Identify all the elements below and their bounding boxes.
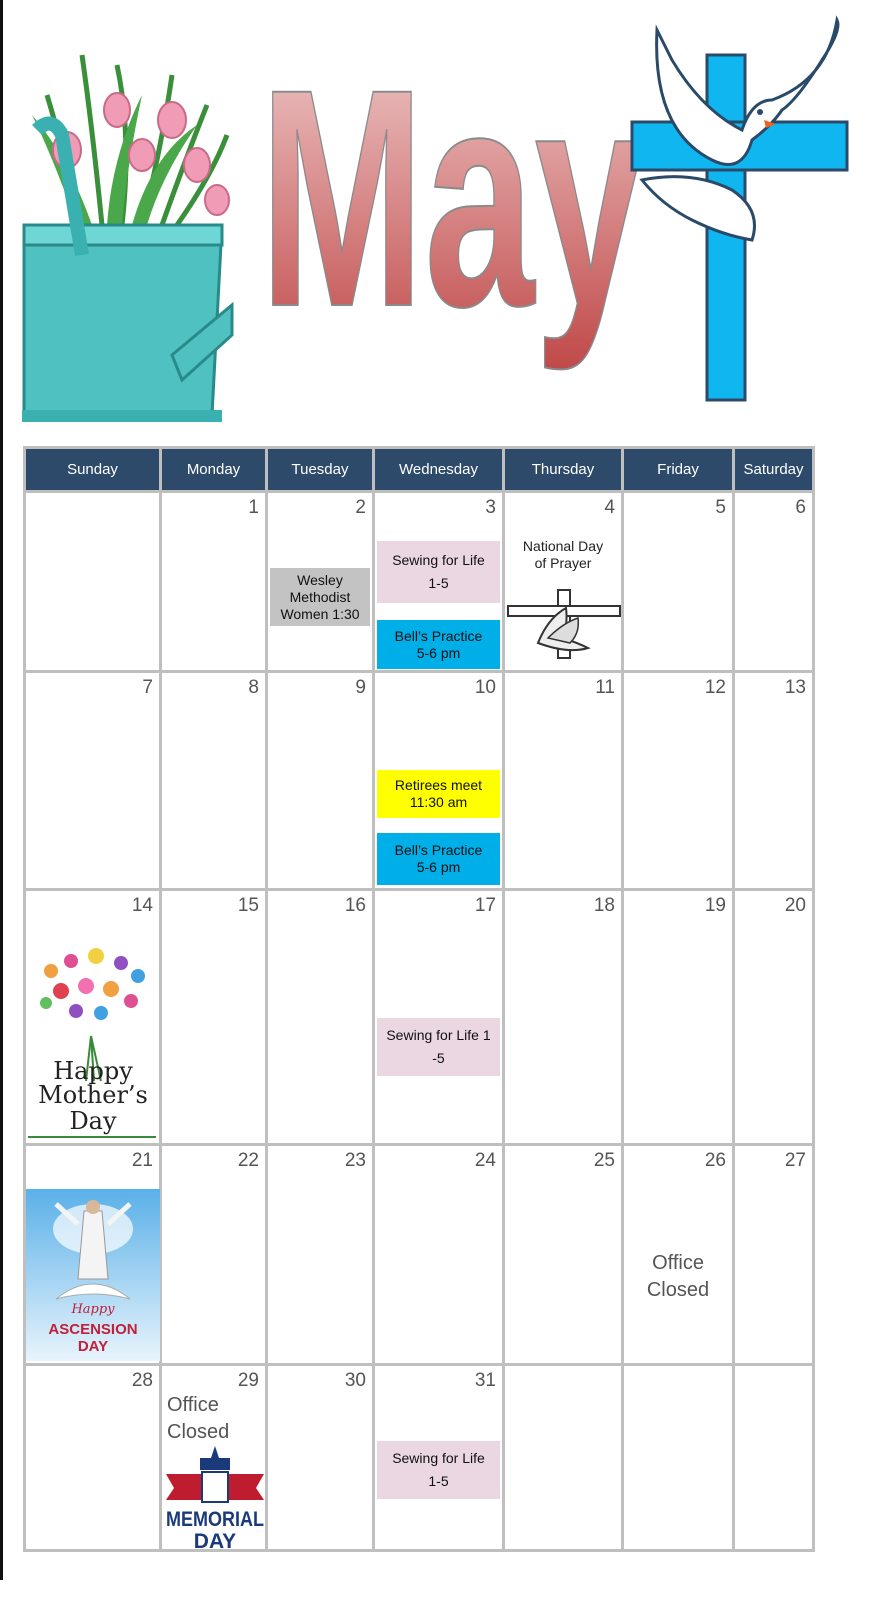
watering-can-tulips-icon	[22, 35, 232, 425]
day-number: 6	[795, 497, 806, 518]
day-cell-27[interactable]	[734, 1145, 814, 1365]
day-number: 17	[474, 895, 496, 916]
day-number: 23	[344, 1150, 366, 1171]
day-cell-16[interactable]	[267, 890, 374, 1145]
mothers-day-day: Day	[69, 1107, 117, 1135]
day-cell-28[interactable]	[25, 1365, 161, 1551]
day-cell-17[interactable]	[374, 890, 504, 1145]
day-cell-1[interactable]	[161, 492, 267, 672]
weekday-tuesday: Tuesday	[267, 448, 374, 492]
day-cell-8[interactable]	[161, 672, 267, 890]
event-line: Bell’s Practice	[394, 842, 483, 858]
day-cell-9[interactable]	[267, 672, 374, 890]
event-line: 1-5	[428, 1473, 449, 1489]
day-cell-empty	[734, 1365, 814, 1551]
ascension-icon	[26, 1189, 160, 1361]
event-line: Retirees meet	[394, 777, 483, 793]
calendar-grid	[23, 446, 815, 1552]
day-number: 14	[131, 895, 153, 916]
flower-bouquet-icon	[26, 941, 160, 1141]
day-cell-4[interactable]	[504, 492, 623, 672]
weekday-friday: Friday	[623, 448, 734, 492]
event-line: Bell’s Practice	[394, 627, 483, 644]
day-cell-13[interactable]	[734, 672, 814, 890]
event-office-closed[interactable]	[624, 1250, 732, 1304]
day-cell-22[interactable]	[161, 1145, 267, 1365]
day-cell-15[interactable]	[161, 890, 267, 1145]
weekday-monday: Monday	[161, 448, 267, 492]
day-number: 7	[142, 677, 153, 698]
day-number: 10	[474, 677, 496, 698]
week-row	[25, 890, 814, 1145]
day-number: 11	[595, 677, 615, 698]
day-number: 29	[237, 1370, 259, 1391]
event-line: Wesley	[297, 571, 343, 588]
mothers-day-mothers: Mother’s	[38, 1081, 148, 1109]
day-cell-3[interactable]	[374, 492, 504, 672]
event-line: Closed	[167, 1421, 230, 1443]
day-cell-18[interactable]	[504, 890, 623, 1145]
event-line: Women 1:30	[280, 605, 360, 622]
day-number: 13	[784, 677, 806, 698]
event-national-day-of-prayer[interactable]	[507, 537, 619, 573]
event-line: Office	[652, 1252, 704, 1274]
ascension-title: ASCENSION	[48, 1321, 138, 1338]
day-cell-24[interactable]	[374, 1145, 504, 1365]
day-cell-21[interactable]	[25, 1145, 161, 1365]
day-cell-5[interactable]	[623, 492, 734, 672]
day-cell-19[interactable]	[623, 890, 734, 1145]
day-number: 27	[784, 1150, 806, 1171]
day-cell-6[interactable]	[734, 492, 814, 672]
event-line: Methodist	[289, 588, 351, 605]
event-line: Sewing for Life	[392, 552, 485, 568]
day-number: 5	[715, 497, 726, 518]
event-line: 1-5	[428, 575, 449, 591]
day-number: 9	[355, 677, 366, 698]
memorial-title: MEMORIAL	[166, 1508, 265, 1531]
praying-hands-icon	[508, 588, 620, 660]
day-cell-31[interactable]	[374, 1365, 504, 1551]
day-cell-26[interactable]	[623, 1145, 734, 1365]
day-number: 20	[784, 895, 806, 916]
week-row	[25, 492, 814, 672]
weekday-wednesday: Wednesday	[374, 448, 504, 492]
week-row	[25, 672, 814, 890]
day-cell-14[interactable]	[25, 890, 161, 1145]
memorial-day-icon	[164, 1444, 266, 1553]
day-number: 28	[131, 1370, 153, 1391]
week-row	[25, 1145, 814, 1365]
day-cell-10[interactable]	[374, 672, 504, 890]
event-bells-practice[interactable]	[377, 620, 500, 669]
day-number: 19	[704, 895, 726, 916]
event-line: 11:30 am	[409, 794, 468, 810]
event-line: Office	[167, 1394, 219, 1416]
event-line: of Prayer	[534, 555, 592, 571]
day-cell-20[interactable]	[734, 890, 814, 1145]
month-title-graphic	[252, 20, 863, 420]
left-border-line	[0, 0, 3, 1580]
day-number: 25	[593, 1150, 615, 1171]
day-number: 1	[248, 497, 259, 518]
day-number: 21	[131, 1150, 153, 1171]
day-number: 2	[355, 497, 366, 518]
event-retirees-meet[interactable]	[377, 770, 500, 818]
day-cell-2[interactable]	[267, 492, 374, 672]
day-cell-30[interactable]	[267, 1365, 374, 1551]
day-number: 3	[485, 497, 496, 518]
ascension-happy: Happy	[71, 1302, 115, 1317]
day-cell-12[interactable]	[623, 672, 734, 890]
weekday-sunday: Sunday	[25, 448, 161, 492]
week-row	[25, 1365, 814, 1551]
day-number: 24	[474, 1150, 496, 1171]
day-number: 30	[344, 1370, 366, 1391]
day-number: 12	[704, 677, 726, 698]
day-cell-25[interactable]	[504, 1145, 623, 1365]
day-cell-empty	[25, 492, 161, 672]
day-number: 31	[474, 1370, 496, 1391]
weekday-saturday: Saturday	[734, 448, 814, 492]
day-cell-11[interactable]	[504, 672, 623, 890]
event-line: -5	[432, 1050, 445, 1066]
day-cell-empty	[623, 1365, 734, 1551]
mothers-day-happy: Happy	[53, 1057, 133, 1085]
day-number: 22	[237, 1150, 259, 1171]
day-number: 8	[248, 677, 259, 698]
day-number: 16	[344, 895, 366, 916]
day-number: 4	[604, 497, 615, 518]
day-cell-empty	[504, 1365, 623, 1551]
ascension-day: DAY	[77, 1338, 109, 1355]
event-line: National Day	[522, 538, 604, 554]
event-sewing-for-life[interactable]	[377, 1018, 500, 1076]
event-wesley-methodist-women[interactable]	[270, 568, 370, 626]
event-line: Sewing for Life 1	[386, 1027, 491, 1043]
day-cell-23[interactable]	[267, 1145, 374, 1365]
event-sewing-for-life[interactable]	[377, 1441, 500, 1499]
memorial-day: DAY	[193, 1530, 237, 1553]
event-sewing-for-life[interactable]	[377, 541, 500, 603]
day-number: 26	[704, 1150, 726, 1171]
weekday-header-row	[25, 448, 814, 492]
day-number: 18	[593, 895, 615, 916]
event-line: 5-6 pm	[416, 644, 461, 661]
event-line: 5-6 pm	[416, 859, 461, 875]
day-number: 15	[237, 895, 259, 916]
calendar-header	[22, 20, 863, 420]
event-line: Sewing for Life	[392, 1450, 485, 1466]
dove-cross-icon	[632, 20, 847, 420]
day-cell-7[interactable]	[25, 672, 161, 890]
event-bells-practice[interactable]	[377, 833, 500, 885]
event-office-closed[interactable]	[167, 1392, 229, 1446]
event-line: Closed	[646, 1279, 710, 1301]
day-cell-29[interactable]	[161, 1365, 267, 1551]
month-title: May	[259, 24, 863, 371]
weekday-thursday: Thursday	[504, 448, 623, 492]
